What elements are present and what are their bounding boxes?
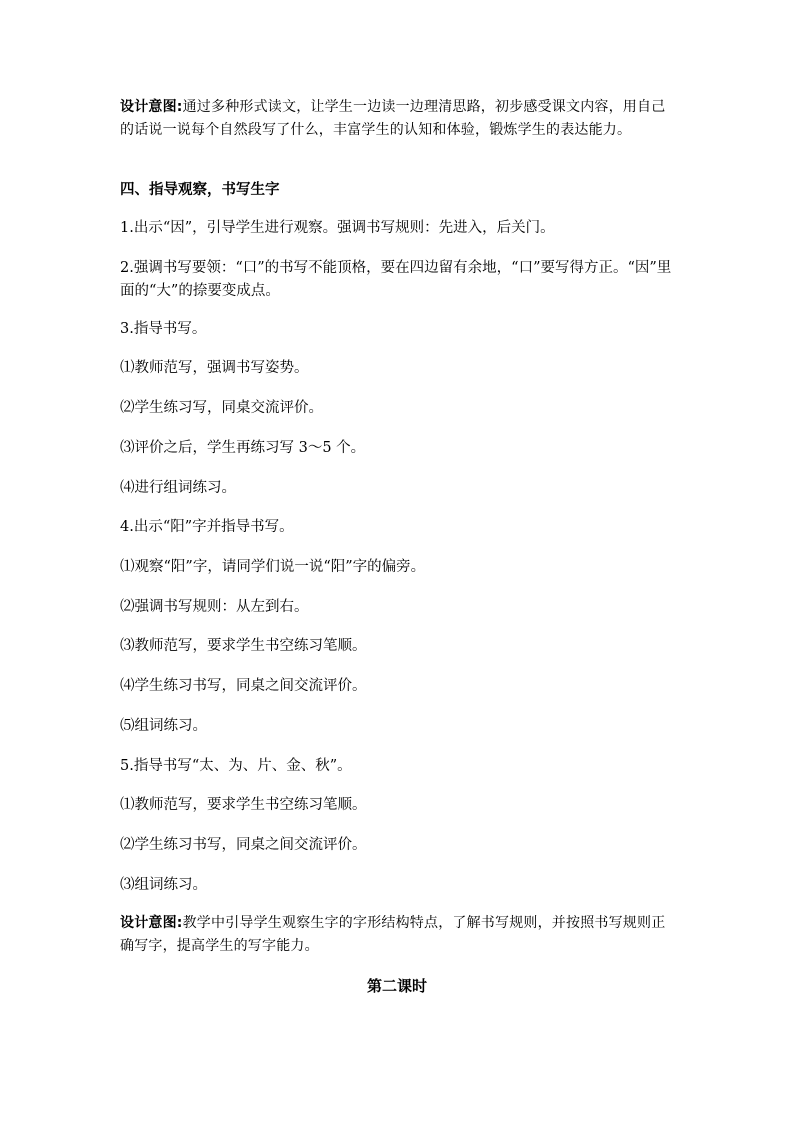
design-intent-label-2: 设计意图:	[120, 915, 183, 931]
list-item: 4.出示“阳”字并指导书写。	[120, 519, 294, 535]
design-intent-text-2: 教学中引导学生观察生字的字形结构特点，了解书写规则，并按照书写规则正确写字，提高学生的写字能力。	[120, 915, 666, 954]
list-item: ⑵学生练习写，同桌交流评价。	[120, 400, 323, 416]
design-intent-paragraph-2	[120, 912, 676, 958]
list-item: ⑷进行组词练习。	[120, 480, 236, 496]
list-item: ⑴观察“阳”字，请同学们说一说“阳”字的偏旁。	[120, 559, 426, 575]
section-heading: 四、指导观察，书写生字	[120, 182, 280, 198]
list-item: ⑵学生练习书写，同桌之间交流评价。	[120, 837, 367, 853]
list-item: ⑶组词练习。	[120, 877, 207, 893]
design-intent-label: 设计意图:	[120, 99, 183, 115]
list-item: 3.指导书写。	[120, 321, 207, 337]
list-item: 2.强调书写要领：“口”的书写不能顶格，要在四边留有余地，“口”要写得方正。“因”里面的“大”的捺要变成点。	[120, 260, 672, 299]
design-intent-paragraph	[120, 96, 676, 142]
lesson-heading: 第二课时	[366, 977, 427, 995]
design-intent-text: 通过多种形式读文，让学生一边读一边理清思路，初步感受课文内容，用自己的话说一说每个自然段写了什么，丰富学生的认知和体验，锻炼学生的表达能力。	[120, 99, 666, 138]
list-item: ⑷学生练习书写，同桌之间交流评价。	[120, 678, 367, 694]
list-item: 5.指导书写“太、为、片、金、秋”。	[120, 758, 352, 774]
list-item: ⑸组词练习。	[120, 718, 207, 734]
list-item: ⑵强调书写规则：从左到右。	[120, 599, 309, 615]
list-item: ⑴教师范写，要求学生书空练习笔顺。	[120, 797, 367, 813]
list-item: ⑶教师范写，要求学生书空练习笔顺。	[120, 638, 367, 654]
list-item: 1.出示“因”，引导学生进行观察。强调书写规则：先进入，后关门。	[120, 220, 555, 236]
list-item: ⑴教师范写，强调书写姿势。	[120, 360, 309, 376]
list-item: ⑶评价之后，学生再练习写 3～5 个。	[120, 440, 366, 456]
